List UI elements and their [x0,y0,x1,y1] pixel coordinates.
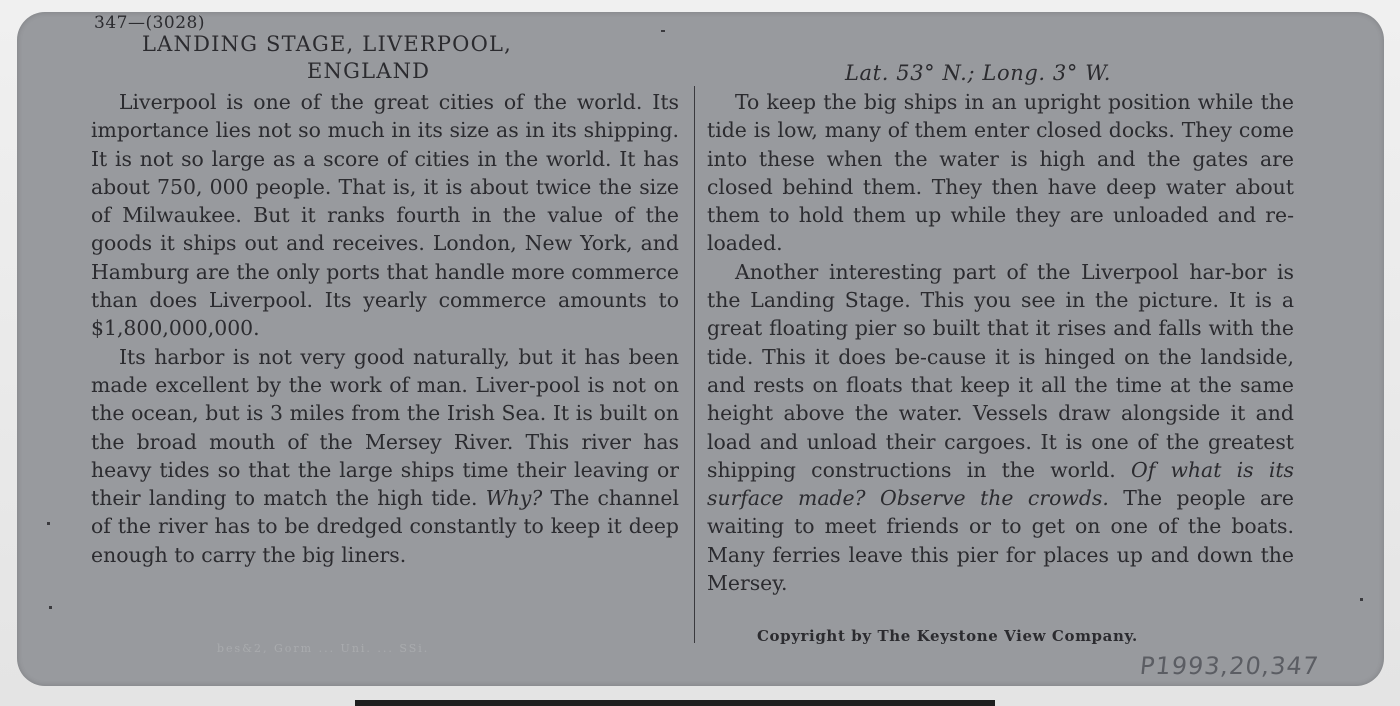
right-text-column [707,88,1294,597]
ink-mark [1360,598,1363,601]
right-paragraph-2-end: The people are waiting to meet friends or to get on one of the boats. Many ferries leave this pier for places up and down the Mersey. [707,486,1294,596]
faint-stamp: bes&2‚ Gorm ... Uni. ... SSi. [217,642,430,655]
accession-number: P1993,20,347 [1138,652,1321,680]
left-paragraph-2-end: The channel of the river has to be dredged constantly to keep it deep enough to carry the big liners. [91,486,680,567]
catalog-number: 347—(3028) [94,13,205,33]
right-paragraph-1: To keep the big ships in an upright position while the tide is low, many of them enter closed docks. They come into these when the water is high and the gates are closed behind them. They then have deep water about them to hold them up while they are unloaded and re-loaded. [707,90,1294,256]
stereograph-card-back [17,12,1384,686]
left-text-column [91,88,679,569]
right-paragraph-2-question: Of what is its surface made? Observe the crowds. [707,457,1295,511]
card-title-line-1: LANDING STAGE, LIVERPOOL, [142,32,513,56]
ink-mark [49,606,52,609]
bottom-edge-strip [355,700,995,706]
left-paragraph-2 [91,343,679,569]
right-paragraph-2-start: Another interesting part of the Liverpool har-bor is the Landing Stage. This you see in the picture. It is a great floating pier so built that it rises and falls with the tide. This it does be-cause it is hinged on the landside, and rests on floats that keep it all the time at the same height above the water. Vessels draw alongside it and load and unload their cargoes. It is one of the greatest shipping constructions in the world. [707,259,1294,482]
card-title-line-2: ENGLAND [307,59,431,83]
ink-mark [661,30,665,32]
left-paragraph-1: Liverpool is one of the great cities of the world. Its importance lies not so much in its size as in its shipping. It is not so large as a score of cities in the world. It has about 750, 000 people. That is, it is about twice the size of Milwaukee. But it ranks fourth in the value of the goods it ships out and receives. London, New York, and Hamburg are the only ports that handle more commerce than does Liverpool. Its yearly commerce amounts to $1,800,000,000. [91,90,679,341]
latitude-longitude: Lat. 53° N.; Long. 3° W. [845,61,1112,85]
right-paragraph-2 [707,258,1294,598]
left-paragraph-2-start: Its harbor is not very good naturally, but it has been made excellent by the work of man. Liver-pool is not on the ocean, but is 3 miles from the Irish Sea. It is built on the broad mouth of the Mersey River. This river has heavy tides so that the large ships time their leaving or their landing to match the high tide. [91,344,679,511]
copyright-notice: Copyright by The Keystone View Company. [757,627,1138,645]
ink-mark [47,522,50,525]
column-divider [694,86,695,643]
left-paragraph-2-question: Why? [485,486,543,511]
